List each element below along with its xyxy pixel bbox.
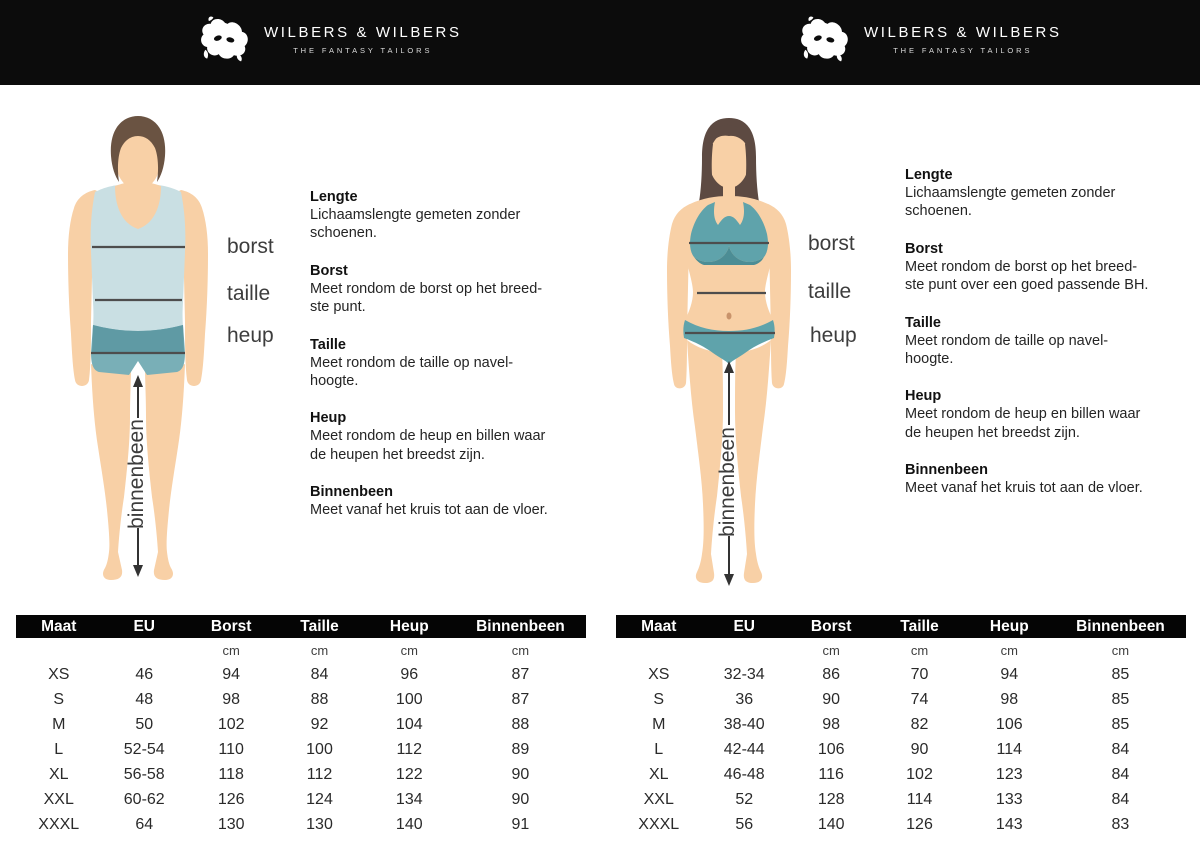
label-men-heup: heup <box>227 324 274 347</box>
table-cell: XXL <box>43 790 74 808</box>
brand-tagline: THE FANTASY TAILORS <box>293 45 433 55</box>
table-cell: S <box>653 690 665 708</box>
table-cell: 89 <box>511 740 530 758</box>
guide-section <box>905 314 1200 369</box>
jester-mask-icon <box>798 14 852 64</box>
table-row <box>16 662 586 687</box>
label-women-borst: borst <box>808 232 855 255</box>
jester-mask-icon <box>198 14 252 64</box>
table-cell: XL <box>48 765 69 783</box>
guide-section-text: schoenen. <box>905 203 972 220</box>
table-cell: XXXL <box>38 815 80 833</box>
size-table-men <box>16 615 586 837</box>
guide-section <box>310 483 595 519</box>
table-body <box>616 638 1186 837</box>
table-cell: 90 <box>511 790 530 808</box>
table-cell: 122 <box>395 765 423 783</box>
measure-guide-men <box>310 188 595 539</box>
table-cell <box>102 638 188 662</box>
table-cell: 90 <box>910 740 929 758</box>
guide-section-text: de heupen het breedst zijn. <box>310 446 485 463</box>
guide-section-title: Heup <box>310 410 347 427</box>
table-cell: 50 <box>135 715 154 733</box>
table-cell: 90 <box>511 765 530 783</box>
brand-name: WILBERS & WILBERS <box>864 23 1062 41</box>
table-cell: 32-34 <box>723 665 765 683</box>
table-cell: 112 <box>306 765 333 783</box>
table-units-row <box>16 638 586 662</box>
table-cell: 84 <box>310 665 329 683</box>
guide-section-text: de heupen het breedst zijn. <box>905 424 1080 441</box>
table-row <box>616 737 1186 762</box>
table-cell <box>16 638 102 662</box>
table-cell <box>616 638 702 662</box>
table-cell: 134 <box>395 790 423 808</box>
table-header-row <box>16 615 586 638</box>
guide-section <box>310 188 595 243</box>
table-cell: 74 <box>910 690 929 708</box>
table-cell: 140 <box>395 815 423 833</box>
table-cell: 48 <box>135 690 154 708</box>
table-cell: 85 <box>1111 690 1130 708</box>
table-cell <box>702 638 788 662</box>
guide-section-text: Meet rondom de heup en billen waar <box>905 406 1141 423</box>
table-row <box>16 812 586 837</box>
guide-section-title: Binnenbeen <box>310 484 393 501</box>
guide-section-text: Lichaamslengte gemeten zonder <box>310 207 521 223</box>
table-row <box>16 762 586 787</box>
brand-logo-right <box>798 14 1062 64</box>
table-cell: XS <box>48 665 70 683</box>
table-units-row <box>616 638 1186 662</box>
table-cell: cm <box>400 642 418 658</box>
table-body <box>16 638 586 837</box>
table-cell: 104 <box>395 715 423 733</box>
table-row <box>16 787 586 812</box>
table-cell: 36 <box>735 690 754 708</box>
table-cell: 84 <box>1111 765 1130 783</box>
table-cell: M <box>52 715 66 733</box>
table-cell: 114 <box>996 740 1023 758</box>
table-cell: M <box>652 715 666 733</box>
guide-section-text: hoogte. <box>310 373 359 390</box>
guide-section-title: Heup <box>905 388 942 405</box>
table-row <box>16 737 586 762</box>
table-cell: L <box>654 740 664 758</box>
table-cell: S <box>53 690 65 708</box>
table-cell: Heup <box>364 615 455 638</box>
table-cell: 130 <box>306 815 333 833</box>
table-cell: Borst <box>187 615 275 638</box>
table-cell: Taille <box>875 615 963 638</box>
table-cell: Maat <box>616 615 702 638</box>
table-cell: 124 <box>306 790 333 808</box>
guide-section-title: Taille <box>310 336 346 353</box>
guide-section <box>905 240 1200 295</box>
guide-section-text: ste punt. <box>310 299 366 316</box>
guide-section-title: Taille <box>905 314 941 331</box>
table-cell: Borst <box>787 615 875 638</box>
table-cell: 126 <box>906 815 933 833</box>
guide-section-title: Lengte <box>310 189 358 205</box>
table-cell: Binnenbeen <box>1055 615 1186 638</box>
table-cell: L <box>54 740 64 758</box>
label-women-taille: taille <box>808 280 852 303</box>
table-cell: XL <box>648 765 669 783</box>
table-cell: 92 <box>310 715 329 733</box>
table-cell: XXXL <box>638 815 680 833</box>
table-cell: cm <box>310 642 329 658</box>
guide-section-text: Lichaamslengte gemeten zonder <box>905 185 1116 201</box>
table-cell: 60-62 <box>123 790 165 808</box>
table-cell: 56 <box>735 815 754 833</box>
table-row <box>616 712 1186 737</box>
table-cell: 133 <box>995 790 1023 808</box>
table-cell: cm <box>822 642 840 658</box>
table-cell: 140 <box>817 815 845 833</box>
table-row <box>616 662 1186 687</box>
table-cell: EU <box>702 615 788 638</box>
table-cell: 106 <box>817 740 845 758</box>
table-cell: 94 <box>1000 665 1019 683</box>
table-cell: cm <box>1000 642 1018 658</box>
table-cell: 94 <box>222 665 241 683</box>
brand-tagline: THE FANTASY TAILORS <box>893 45 1033 55</box>
guide-section <box>310 336 595 391</box>
table-cell: EU <box>102 615 188 638</box>
table-header-row <box>616 615 1186 638</box>
table-cell: 91 <box>511 815 530 833</box>
table-row <box>616 687 1186 712</box>
guide-section-text: schoenen. <box>310 225 377 242</box>
table-cell: 56-58 <box>123 765 165 783</box>
table-cell: 123 <box>995 765 1023 783</box>
table-cell: Binnenbeen <box>455 615 586 638</box>
table-cell: 100 <box>306 740 333 758</box>
measure-guide-women <box>905 166 1200 517</box>
table-cell: XS <box>648 665 670 683</box>
size-table-women <box>616 615 1186 837</box>
table-cell: 42-44 <box>723 740 765 758</box>
table-cell: 86 <box>822 665 841 683</box>
table-cell: 52 <box>735 790 754 808</box>
table-cell: Maat <box>16 615 102 638</box>
guide-section <box>310 409 595 464</box>
table-cell: 96 <box>400 665 419 683</box>
guide-section <box>310 262 595 317</box>
table-cell: 110 <box>218 740 244 758</box>
guide-section-text: Meet rondom de borst op het breed- <box>905 258 1138 275</box>
table-cell: 87 <box>511 690 530 708</box>
table-cell: 88 <box>511 715 530 733</box>
guide-section-text: hoogte. <box>905 351 954 368</box>
label-women-heup: heup <box>810 324 857 347</box>
table-cell: 102 <box>906 765 933 783</box>
table-cell: 98 <box>222 690 241 708</box>
table-cell: 84 <box>1111 790 1130 808</box>
table-cell: 130 <box>217 815 245 833</box>
guide-section-text: Meet rondom de taille op navel- <box>905 332 1109 349</box>
table-cell: Heup <box>964 615 1055 638</box>
label-men-borst: borst <box>227 235 274 258</box>
table-cell: 128 <box>817 790 845 808</box>
table-cell: 88 <box>310 690 329 708</box>
guide-section-title: Borst <box>905 240 943 257</box>
table-cell: 85 <box>1111 665 1130 683</box>
guide-section <box>905 387 1200 442</box>
table-cell: 126 <box>217 790 245 808</box>
table-cell: 84 <box>1111 740 1130 758</box>
table-cell: 102 <box>217 715 245 733</box>
brand-logo-left <box>198 14 462 64</box>
guide-section-text: Meet rondom de borst op het breed- <box>310 280 543 297</box>
table-cell: 106 <box>995 715 1023 733</box>
table-cell: cm <box>222 642 240 658</box>
table-cell: 64 <box>135 815 154 833</box>
guide-section-text: Meet vanaf het kruis tot aan de vloer. <box>310 502 548 519</box>
table-row <box>616 787 1186 812</box>
table-cell: 46 <box>135 665 154 683</box>
table-row <box>616 812 1186 837</box>
guide-section-text: Meet rondom de taille op navel- <box>310 354 514 371</box>
guide-section <box>905 166 1200 221</box>
table-cell: 118 <box>218 765 244 783</box>
table-cell: cm <box>511 642 530 658</box>
guide-section <box>905 461 1200 497</box>
table-cell: XXL <box>643 790 674 808</box>
table-cell: 46-48 <box>723 765 765 783</box>
brand-name: WILBERS & WILBERS <box>264 23 462 41</box>
label-men-taille: taille <box>227 282 271 305</box>
table-cell: 83 <box>1111 815 1130 833</box>
table-cell: 85 <box>1111 715 1130 733</box>
table-cell: 87 <box>511 665 530 683</box>
table-cell: Taille <box>275 615 363 638</box>
label-women-binnenbeen: binnenbeen <box>716 427 739 537</box>
table-cell: 116 <box>818 765 844 783</box>
table-row <box>16 687 586 712</box>
label-men-binnenbeen: binnenbeen <box>125 419 148 529</box>
table-cell: 52-54 <box>123 740 165 758</box>
guide-section-text: Meet vanaf het kruis tot aan de vloer. <box>905 480 1143 497</box>
table-cell: cm <box>910 642 929 658</box>
guide-section-title: Borst <box>310 262 348 279</box>
table-cell: 114 <box>906 790 933 808</box>
table-cell: 98 <box>822 715 841 733</box>
table-cell: 70 <box>910 665 929 683</box>
table-cell: 100 <box>395 690 423 708</box>
header-bar <box>0 0 1200 85</box>
table-cell: 98 <box>1000 690 1019 708</box>
guide-section-title: Lengte <box>905 167 953 183</box>
guide-section-text: Meet rondom de heup en billen waar <box>310 428 546 445</box>
table-row <box>16 712 586 737</box>
table-cell: 112 <box>396 740 423 758</box>
guide-section-text: ste punt over een goed passende BH. <box>905 277 1149 294</box>
table-cell: 143 <box>995 815 1023 833</box>
guide-section-title: Binnenbeen <box>905 462 988 479</box>
table-row <box>616 762 1186 787</box>
table-cell: 90 <box>822 690 841 708</box>
table-cell: 82 <box>910 715 929 733</box>
table-cell: cm <box>1111 642 1130 658</box>
table-cell: 38-40 <box>723 715 765 733</box>
